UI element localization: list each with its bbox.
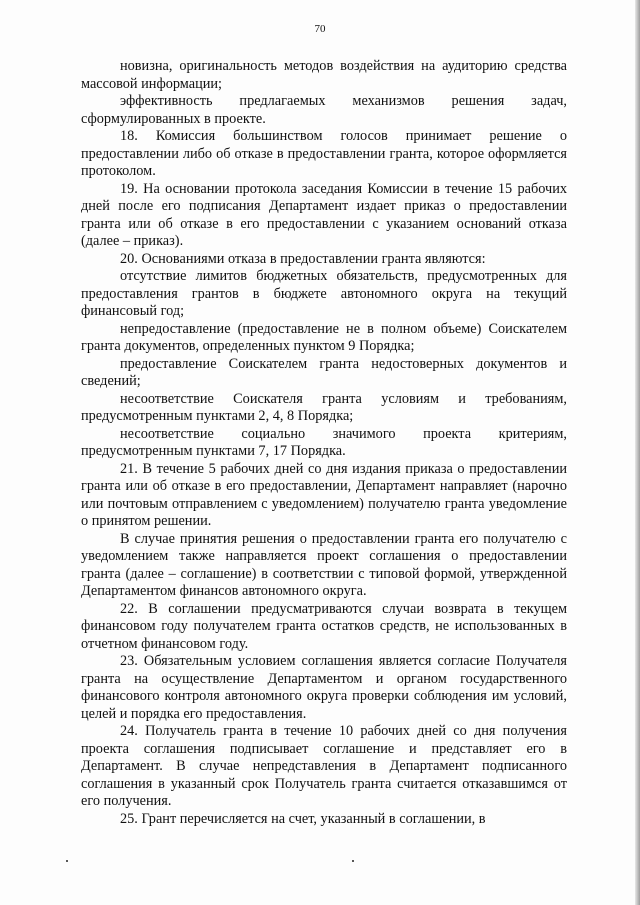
page-number: 70 (314, 23, 326, 35)
paragraph-23: 23. Обязательным условием соглашения является согласие Получателя гранта на осуществление Департаментом и органом государственного финансового контроля автономного округа проверки соблюдения им условий, целей и порядка его предоставления. (81, 653, 567, 722)
paragraph-21: 21. В течение 5 рабочих дней со дня издания приказа о предоставлении гранта или об отказе в его предоставлении, Департамент направляет (нарочно или почтовым отправлением с уведомлением) получателю гранта уведомление о принятом решении. (81, 460, 567, 529)
paragraph-20-ground-4: несоответствие Соискателя гранта условиям и требованиям, предусмотренным пунктами 2, 4, 8 Порядка; (81, 390, 567, 424)
paragraph-20: 20. Основаниями отказа в предоставлении гранта являются: (120, 250, 486, 267)
document-body (81, 58, 567, 828)
scan-edge-shadow (635, 0, 640, 905)
paragraph-24: 24. Получатель гранта в течение 10 рабочих дней со дня получения проекта соглашения подписывает соглашение и представляет его в Департамент. В случае непредставления в Департамент подписанного соглашения в указанный срок Получатель гранта считается отказавшимся от его получения. (81, 723, 567, 809)
paragraph-22: 22. В соглашении предусматриваются случаи возврата в текущем финансовом году получателем гранта остатков средств, не использованных в отчетном финансовом году. (81, 600, 567, 652)
paragraph-25: 25. Грант перечисляется на счет, указанный в соглашении, в (120, 810, 486, 827)
paragraph-criterion-novelty: новизна, оригинальность методов воздействия на аудиторию средства массовой информации; (81, 58, 567, 92)
paragraph-21-continued: В случае принятия решения о предоставлении гранта его получателю с уведомлением также направляется проект соглашения о предоставлении гранта (далее – соглашение) в соответствии с типовой формой, утвержденной Департаментом финансов автономного округа. (81, 530, 567, 599)
paragraph-20-ground-3: предоставление Соискателем гранта недостоверных документов и сведений; (81, 355, 567, 389)
scan-speck (352, 860, 354, 862)
paragraph-criterion-efficiency: эффективность предлагаемых механизмов решения задач, сформулированных в проекте. (81, 93, 567, 127)
paragraph-20-ground-5: несоответствие социально значимого проекта критериям, предусмотренным пунктами 7, 17 Порядка. (81, 425, 567, 459)
paragraph-19: 19. На основании протокола заседания Комиссии в течение 15 рабочих дней после его подписания Департамент издает приказ о предоставлении гранта или об отказе в его предоставлении с указанием оснований отказа (далее – приказ). (81, 180, 567, 249)
paragraph-18: 18. Комиссия большинством голосов принимает решение о предоставлении либо об отказе в предоставлении гранта, которое оформляется протоколом. (81, 128, 567, 179)
scan-speck (66, 860, 68, 862)
paragraph-20-ground-1: отсутствие лимитов бюджетных обязательств, предусмотренных для предоставления грантов в бюджете автономного округа на текущий финансовый год; (81, 268, 567, 319)
paragraph-20-ground-2: непредоставление (предоставление не в полном объеме) Соискателем гранта документов, определенных пунктом 9 Порядка; (81, 320, 567, 354)
